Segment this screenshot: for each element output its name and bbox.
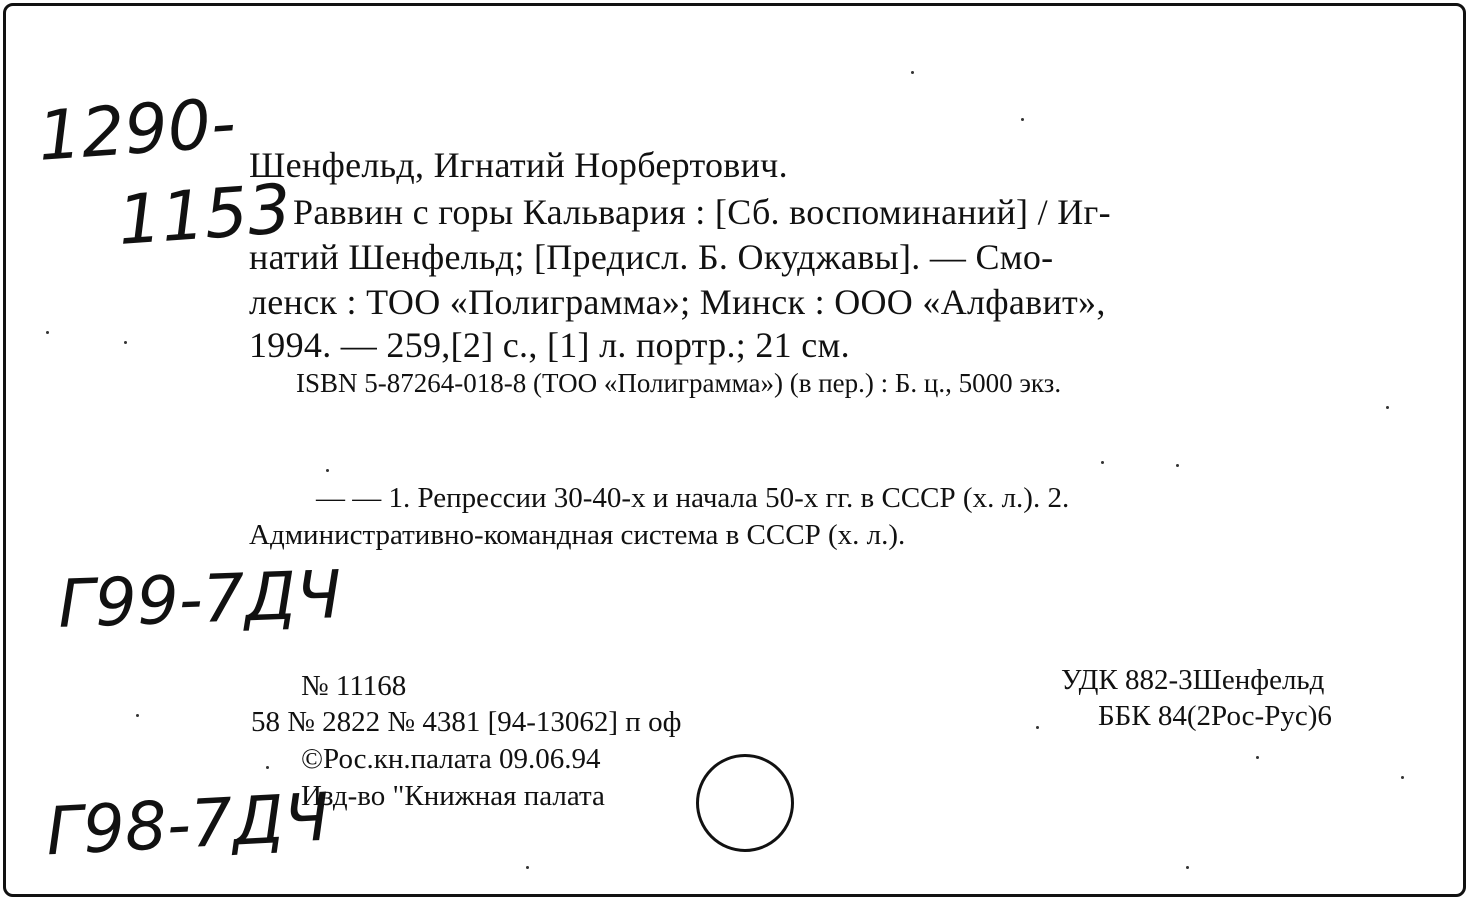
scan-speck [46, 331, 49, 334]
scan-speck [526, 866, 529, 869]
title-line-4: 1994. — 259,[2] с., [1] л. портр.; 21 см. [249, 325, 850, 365]
title-line-3: ленск : ТОО «Полиграмма»; Минск : ООО «Алфавит», [249, 282, 1106, 322]
subjects-line-2: Административно-командная система в СССР (х. л.). [249, 519, 906, 551]
scan-speck [1101, 461, 1104, 464]
scan-speck [124, 341, 127, 344]
publisher-line: Изд-во "Книжная палата [301, 780, 605, 812]
title-line-2: натий Шенфельд; [Предисл. Б. Окуджавы]. — Смо- [249, 237, 1054, 277]
bbk-code: ББК 84(2Рос-Рус)6 [1098, 700, 1332, 732]
scan-speck [266, 766, 269, 769]
title-line-1: Раввин с горы Кальвария : [Сб. воспоминаний] / Иг- [293, 192, 1111, 232]
isbn-line: ISBN 5-87264-018-8 (ТОО «Полиграмма») (в пер.) : Б. ц., 5000 экз. [296, 368, 1062, 398]
handwritten-note-1: Г99-7ДЧ [56, 556, 343, 643]
handwritten-note-2: Г98-7ДЧ [44, 778, 332, 871]
scan-speck [1186, 866, 1189, 869]
scan-speck [1256, 756, 1259, 759]
copyright-line: ©Рос.кн.палата 09.06.94 [301, 743, 601, 775]
scan-speck [326, 469, 329, 472]
scan-speck [1176, 464, 1179, 467]
registry-line: 58 № 2822 № 4381 [94-13062] п оф [251, 706, 682, 738]
scan-speck [1401, 776, 1404, 779]
card-number: № 11168 [301, 670, 407, 702]
scan-speck [1021, 118, 1024, 121]
scan-speck [911, 71, 914, 74]
scan-speck [1386, 406, 1389, 409]
author-heading: Шенфельд, Игнатий Норбертович. [249, 145, 788, 185]
scan-speck [1036, 726, 1039, 729]
catalog-card [3, 3, 1466, 897]
udk-code: УДК 882-3Шенфельд [1061, 664, 1325, 696]
stamp-circle [696, 754, 794, 852]
handwritten-call-number-line1: 1290- [35, 84, 239, 177]
subjects-line-1: — — 1. Репрессии 30-40-х и начала 50-х гг. в СССР (х. л.). 2. [316, 482, 1070, 514]
handwritten-call-number-line2: 1153 [115, 170, 294, 261]
scan-speck [136, 714, 139, 717]
